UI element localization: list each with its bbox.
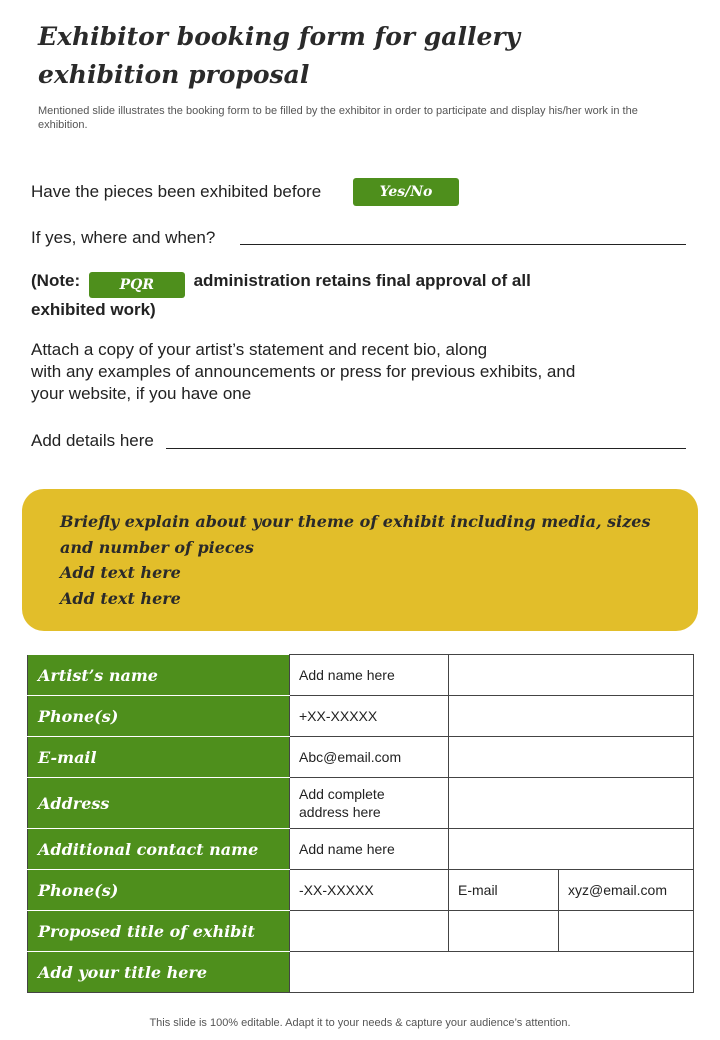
theme-line-4[interactable]: Add text here xyxy=(60,588,181,608)
proposed-title-cell-1[interactable] xyxy=(290,911,449,952)
question-exhibited-before xyxy=(31,181,321,203)
where-when-input-line[interactable] xyxy=(240,244,686,245)
contact-phone-label: Phone(s) xyxy=(28,870,290,911)
attach-line-1: Attach a copy of your artist’s statement and recent bio, along xyxy=(31,340,488,359)
title-line-1: Exhibitor booking form for gallery xyxy=(38,22,521,51)
proposed-title-cell-2[interactable] xyxy=(449,911,559,952)
artist-name-extra-cell[interactable] xyxy=(449,655,694,696)
question-exhibited-before-label: Have the pieces been exhibited before xyxy=(31,182,322,201)
attach-line-3: your website, if you have one xyxy=(31,384,252,403)
title-line-2: exhibition proposal xyxy=(38,60,310,89)
contact-table xyxy=(27,654,694,993)
page-subtitle: Mentioned slide illustrates the booking form to be filled by the exhibitor in order to participate and display his/her work in the exhibition. xyxy=(38,105,638,131)
theme-line-1: Briefly explain about your theme of exhibit including media, sizes xyxy=(60,512,651,531)
question-where-when-label: If yes, where and when? xyxy=(31,228,216,247)
additional-contact-value[interactable]: Add name here xyxy=(290,829,449,870)
artist-name-label: Artist’s name xyxy=(28,655,290,696)
phone-label: Phone(s) xyxy=(28,696,290,737)
artist-name-value[interactable]: Add name here xyxy=(290,655,449,696)
contact-phone-value[interactable]: -XX-XXXXX xyxy=(290,870,449,911)
address-value-line-2: address here xyxy=(299,804,381,820)
table-row xyxy=(28,696,694,737)
proposed-title-label: Proposed title of exhibit xyxy=(28,911,290,952)
footer-note: This slide is 100% editable. Adapt it to your needs & capture your audience’s attention. xyxy=(149,1017,571,1029)
table-row xyxy=(28,829,694,870)
theme-line-3[interactable]: Add text here xyxy=(60,563,181,582)
table-row xyxy=(28,778,694,829)
details-input-line[interactable] xyxy=(166,448,686,449)
add-title-value-cell[interactable] xyxy=(290,952,694,993)
contact-email-value[interactable]: xyz@email.com xyxy=(559,870,694,911)
table-row xyxy=(28,911,694,952)
page-title xyxy=(38,18,598,94)
yes-no-badge[interactable]: Yes/No xyxy=(353,178,459,206)
address-extra-cell[interactable] xyxy=(449,778,694,829)
table-row xyxy=(28,655,694,696)
phone-extra-cell[interactable] xyxy=(449,696,694,737)
table-row xyxy=(28,870,694,911)
email-label: E-mail xyxy=(28,737,290,778)
note-suffix: administration retains final approval of all xyxy=(193,271,531,290)
note-line-2: exhibited work) xyxy=(31,300,156,319)
approval-note xyxy=(31,269,631,321)
add-title-label: Add your title here xyxy=(28,952,290,993)
address-value-line-1: Add complete xyxy=(299,786,385,802)
attach-instructions xyxy=(31,339,671,405)
email-extra-cell[interactable] xyxy=(449,737,694,778)
theme-box-text xyxy=(60,509,660,611)
proposed-title-cell-3[interactable] xyxy=(559,911,694,952)
question-where-when xyxy=(31,227,215,249)
theme-line-2: and number of pieces xyxy=(60,537,254,557)
contact-email-label: E-mail xyxy=(449,870,559,911)
table-row xyxy=(28,952,694,993)
pqr-badge: PQR xyxy=(89,272,185,298)
address-value[interactable] xyxy=(290,778,449,829)
note-prefix: (Note: xyxy=(31,271,81,290)
attach-line-2: with any examples of announcements or press for previous exhibits, and xyxy=(31,362,576,381)
phone-value[interactable]: +XX-XXXXX xyxy=(290,696,449,737)
email-value[interactable]: Abc@email.com xyxy=(290,737,449,778)
additional-contact-label: Additional contact name xyxy=(28,829,290,870)
additional-contact-extra-cell[interactable] xyxy=(449,829,694,870)
table-row xyxy=(28,737,694,778)
theme-box xyxy=(22,489,698,631)
add-details-label: Add details here xyxy=(31,431,154,450)
address-label: Address xyxy=(28,778,290,829)
